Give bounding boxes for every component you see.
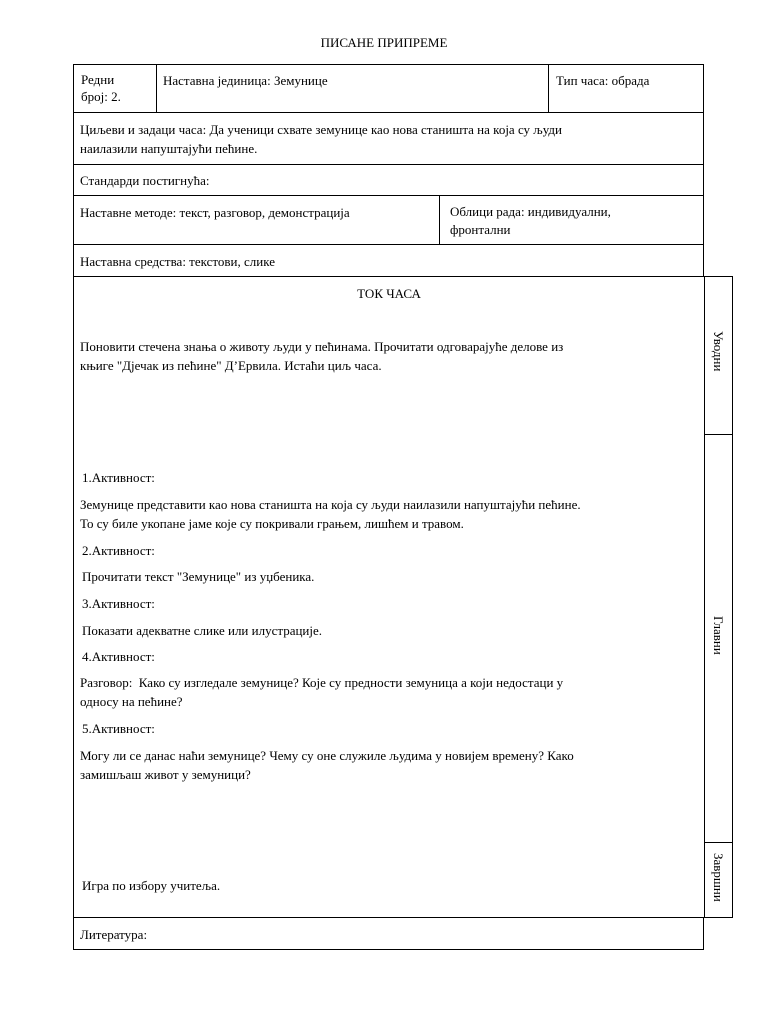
activity-4-text: Разговор: Како су изгледале земунице? Које су предности земуница а који недостаци у односу на пећине? (80, 675, 564, 709)
standards-text: Стандарди постигнућа: (80, 173, 210, 188)
side-main-cell (704, 434, 733, 843)
literature-label: Литература: (80, 927, 148, 942)
methods-cell (73, 195, 440, 245)
document-title: ПИСАНЕ ПРИПРЕМЕ (320, 35, 448, 50)
unit-label: Наставна јединица: Земунице (163, 73, 328, 88)
activity-1-text: Земунице представити као нова станишта на која су људи наилазили напуштајући пећине. То су биле укопане јаме које су покривали грањем, лишћем и травом. (80, 497, 581, 531)
resources-cell (73, 244, 704, 277)
activity-3-label: 3.Активност: (82, 596, 155, 611)
lesson-type-cell (548, 64, 704, 113)
side-closing-cell (704, 842, 733, 918)
resources-text: Наставна средства: текстови, слике (80, 254, 275, 269)
activity-2-text: Прочитати текст "Земунице" из уџбеника. (82, 569, 315, 584)
lesson-type-label: Тип часа: обрада (556, 73, 650, 88)
activity-3-text: Показати адекватне слике или илустрације. (82, 623, 323, 638)
activity-4-label: 4.Активност: (82, 649, 155, 664)
side-main-label: Главни (711, 616, 726, 655)
side-intro-label: Уводни (711, 331, 726, 372)
goals-cell (73, 112, 704, 165)
goals-text: Циљеви и задаци часа: Да ученици схвате земунице као нова станишта на која су људи наилазили напуштајући пећине. (80, 122, 563, 156)
side-closing-label: Завршни (711, 853, 726, 902)
literature-cell (73, 917, 704, 950)
activity-2-label: 2.Активност: (82, 543, 155, 558)
intro-text: Поновити стечена знања о животу људи у пећинама. Прочитати одговарајуће делове из књиге "Дјечак из пећине" Д’Ервила. Истаћи циљ часа. (80, 339, 564, 373)
side-intro-cell (704, 276, 733, 435)
ordinal-label: Редни број: 2. (81, 72, 121, 104)
unit-cell (156, 64, 549, 113)
forms-cell (439, 195, 704, 245)
ordinal-cell (73, 64, 157, 113)
closing-text: Игра по избору учитеља. (82, 878, 221, 893)
forms-text: Облици рада: индивидуални, фронтални (450, 204, 611, 237)
activity-5-label: 5.Активност: (82, 721, 155, 736)
methods-text: Наставне методе: текст, разговор, демонстрација (80, 205, 350, 220)
lesson-heading: ТОК ЧАСА (357, 286, 421, 301)
standards-cell (73, 164, 704, 196)
activity-1-label: 1.Активност: (82, 470, 155, 485)
activity-5-text: Могу ли се данас наћи земунице? Чему су оне служиле људима у новијем времену? Како замишљаш живот у земуници? (80, 748, 574, 782)
